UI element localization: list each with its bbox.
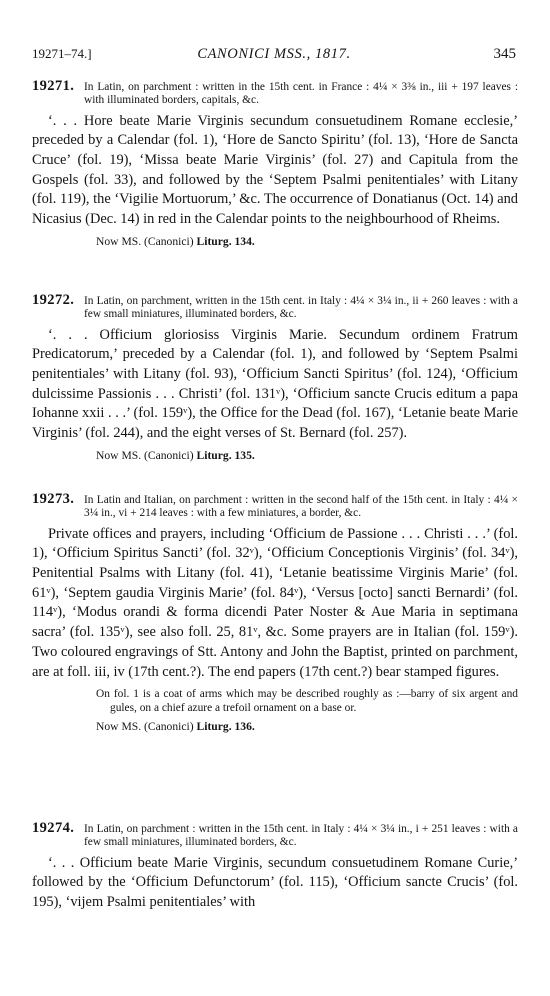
- shelfmark-line: [96, 720, 518, 734]
- entry-19274: [32, 822, 518, 913]
- entry-19271: [32, 80, 518, 249]
- entry-text: ‘. . . Officium gloriosiss Virginis Marie. Secundum ordinem Fratrum Predicatorum,’ preceded by a Calendar (fol. 1), and followed by ‘Septem Psalmi penitentiales’ with Litany (fol. 93), ‘Officium Sancti Spiritus’ (fol. 124), ‘Officium dulcissime Passionis . . . Christi’ (fol. 131ᵛ), ‘Officium sancte Crucis editum a papa Iohanne xxii . . .’ (fol. 159ᵛ), the Office for the Dead (fol. 167), ‘Letanie beate Marie Virginis’ (fol. 244), and the eight verses of St. Bernard (fol. 257).: [32, 326, 518, 442]
- shelfmark: Liturg. 136.: [196, 720, 255, 734]
- entry-description: [32, 80, 518, 108]
- shelfmark-line: [96, 449, 518, 463]
- description-text: In Latin, on parchment : written in the 15th cent. in Italy : 4¼ × 3¼ in., i + 251 leaves : with a few small miniatures, illuminated borders, &c.: [84, 823, 518, 849]
- shelfmark-line: [96, 235, 518, 249]
- description-text: In Latin and Italian, on parchment : written in the second half of the 15th cent. in Italy : 4¼ × 3¼ in., vi + 214 leaves : with a few miniatures, a border, &c.: [84, 494, 518, 520]
- entry-number: 19273.: [32, 491, 75, 507]
- entry-number: 19272.: [32, 292, 75, 308]
- description-text: In Latin, on parchment, written in the 15th cent. in Italy : 4¼ × 3¼ in., ii + 260 leaves : with a few small miniatures, illuminated borders, &c.: [84, 295, 518, 321]
- shelfmark: Liturg. 134.: [196, 234, 255, 248]
- shelfmark-prefix: Now MS. (Canonici): [96, 234, 194, 248]
- entry-text: ‘. . . Hore beate Marie Virginis secundum consuetudinem Romane ecclesie,’ preceded by a Calendar (fol. 1), ‘Hore de Sancto Spiritu’ (fol. 13), ‘Hore de Sancta Cruce’ (fol. 19), ‘Missa beate Marie Virginis’ (fol. 27) and Capitula from the Gospels (fol. 33), and followed by the ‘Septem Psalmi penitentiales’ with Litany (fol. 119), the ‘Vigilie Mortuorum,’ &c. The occurrence of Donatianus (Oct. 14) and Nicasius (Dec. 14) in red in the Calendar points to the neighbourhood of Rheims.: [32, 112, 518, 228]
- entry-description: [32, 493, 518, 521]
- shelfmark: Liturg. 135.: [196, 448, 255, 462]
- entry-number: 19274.: [32, 820, 75, 836]
- entry-19273: [32, 493, 518, 734]
- page-number: 345: [493, 46, 516, 62]
- entry-description: [32, 294, 518, 322]
- entry-description: [32, 822, 518, 850]
- page-range: 19271–74.]: [32, 46, 92, 61]
- entry-text: Private offices and prayers, including ‘Officium de Passione . . . Christi . . .’ (fol. 1), ‘Officium Spiritus Sancti’ (fol. 32ᵛ), ‘Officium Conceptionis Virginis’ (fol. 34ᵛ), Penitential Psalms with Litany (fol. 41), ‘Letanie beatissime Virginis Marie’ (fol. 61ᵛ), ‘Septem gaudia Virginis Marie’ (fol. 84ᵛ), ‘Versus [octo] sancti Bernardi’ (fol. 114ᵛ), ‘Modus orandi & forma dicendi Pater Noster & Aue Maria in septimana sacra’ (fol. 135ᵛ), see also foll. 25, 81ᵛ, &c. Some prayers are in Italian (fol. 159ᵛ). Two coloured engravings of Stt. Antony and John the Baptist, printed on parchment, are at foll. iii, iv (17th cent.?). The end papers (17th cent.?) bear stamped figures.: [32, 525, 518, 680]
- coat-of-arms-note: On fol. 1 is a coat of arms which may be described roughly as :—barry of six argent and gules, on a chief azure a trefoil ornament on a base or.: [96, 688, 518, 714]
- shelfmark-prefix: Now MS. (Canonici): [96, 720, 194, 734]
- running-head: [32, 46, 516, 68]
- entry-number: 19271.: [32, 78, 75, 94]
- running-title: CANONICI MSS., 1817.: [197, 46, 351, 62]
- shelfmark-prefix: Now MS. (Canonici): [96, 448, 194, 462]
- description-text: In Latin, on parchment : written in the 15th cent. in France : 4¼ × 3⅜ in., iii + 197 leaves : with illuminated borders, capitals, &c.: [84, 81, 518, 107]
- entry-19272: [32, 294, 518, 463]
- entry-text: ‘. . . Officium beate Marie Virginis, secundum consuetudinem Romane Curie,’ followed by the ‘Officium Defunctorum’ (fol. 115), ‘Officium sancte Crucis’ (fol. 195), ‘vijem Psalmi penitentiales’ with: [32, 854, 518, 910]
